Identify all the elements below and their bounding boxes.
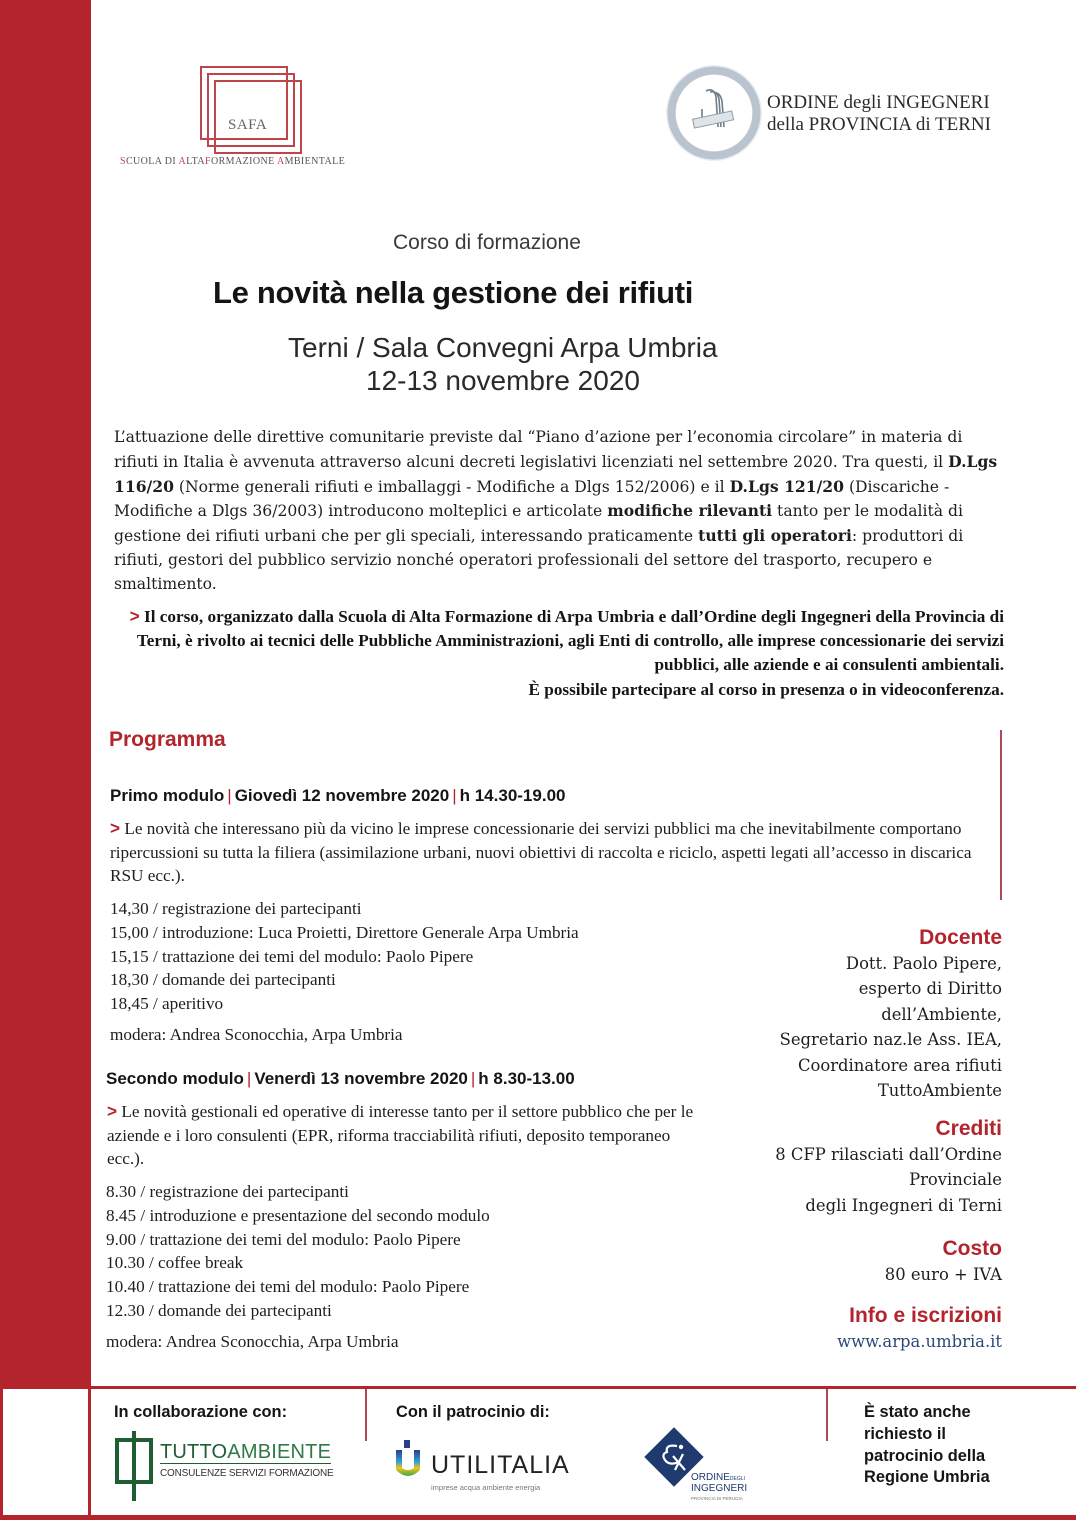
course-dates: 12-13 novembre 2020 — [366, 365, 640, 396]
utilitalia-mark-icon — [395, 1440, 421, 1480]
module-2-header: Secondo modulo | Venerdì 13 novembre 2020 | h 8.30-13.00 — [106, 1069, 575, 1088]
footer-divider — [826, 1389, 828, 1441]
schedule-item: 18,45 / aperitivo — [110, 994, 224, 1014]
module-1-description: > Le novità che interessano più da vicino le imprese concessionarie dei servizi pubblici ma che inevitabilmente comportano ripercussioni su tutta la filiera (assimilazione urbani, nuovi obiettivi di raccolta e riciclo, aspetti legati all’accesso in discarica RSU ecc.). — [110, 818, 972, 886]
schedule-item: 10.40 / trattazione dei temi del modulo: Paolo Pipere — [106, 1277, 470, 1297]
schedule-item: 9.00 / trattazione dei temi del modulo: Paolo Pipere — [106, 1229, 461, 1249]
footer-left-box — [0, 1389, 91, 1515]
tuttoambiente-mark-icon — [114, 1431, 154, 1501]
schedule-item: 15,15 / trattazione dei temi del modulo: Paolo Pipere — [110, 946, 474, 966]
schedule-item: 12.30 / domande dei partecipanti — [106, 1300, 332, 1320]
audience-paragraph: > Il corso, organizzato dalla Scuola di Alta Formazione di Arpa Umbria e dall’Ordine degli Ingegneri della Provincia di Terni, è rivolto ai tecnici delle Pubbliche Amministrazioni, agli Enti di controllo, alle imprese concessionarie dei servizi pubblici, alle aziende e ai consulenti ambientali. È possibile partecipare al corso in presenza o in videoconferenza. — [129, 606, 1004, 699]
safa-mark-text: SAFA — [228, 117, 268, 133]
schedule-item: 8.45 / introduzione e presentazione del secondo modulo — [106, 1205, 490, 1225]
crediti-block: Crediti 8 CFP rilasciati dall’Ordine Provinciale degli Ingegneri di Terni — [775, 1117, 1002, 1215]
schedule-item: 15,00 / introduzione: Luca Proietti, Direttore Generale Arpa Umbria — [110, 922, 579, 942]
module-1-header: Primo modulo | Giovedì 12 novembre 2020 | h 14.30-19.00 — [110, 786, 566, 805]
patronage-label: Con il patrocinio di: — [396, 1403, 550, 1421]
crediti-heading: Crediti — [935, 1117, 1002, 1140]
ordine-ingegneri-terni-logo — [666, 65, 1026, 165]
info-heading: Info e iscrizioni — [849, 1304, 1002, 1327]
program-heading: Programma — [109, 728, 226, 751]
schedule-item: 18,30 / domande dei partecipanti — [110, 970, 336, 990]
docente-heading: Docente — [919, 926, 1002, 949]
course-title: Le novità nella gestione dei rifiuti — [213, 275, 694, 310]
module-2-schedule — [106, 1180, 490, 1323]
costo-heading: Costo — [942, 1237, 1002, 1260]
footer-divider — [365, 1389, 367, 1441]
module-1-moderator: modera: Andrea Sconocchia, Arpa Umbria — [110, 1025, 403, 1044]
tuttoambiente-logo: TUTTOAMBIENTE CONSULENZE SERVIZI FORMAZIONE — [114, 1431, 334, 1501]
footer-top-border — [0, 1386, 1076, 1389]
chevron-right-icon: > — [107, 1101, 118, 1121]
schedule-item: 8.30 / registrazione dei partecipanti — [106, 1182, 349, 1201]
schedule-item: 14,30 / registrazione dei partecipanti — [110, 899, 362, 918]
ordine-terni-name: ORDINE degli INGEGNERI della PROVINCIA di TERNI — [767, 92, 991, 135]
module-1-schedule — [110, 897, 579, 1016]
left-accent-bar — [0, 0, 91, 1386]
module-2-description: > Le novità gestionali ed operative di interesse tanto per il settore pubblico che per le aziende e i loro consulenti (EPR, riforma tracciabilità rifiuti, deposito temporaneo ecc.). — [107, 1101, 694, 1169]
ordine-ingegneri-perugia-logo: ORDINEDEGLI INGEGNERI PROVINCIA DI PERUGIA — [645, 1430, 765, 1505]
docente-block: Docente Dott. Paolo Pipere, esperto di Diritto dell’Ambiente, Segretario naz.le Ass. IEA, Coordinatore area rifiuti TuttoAmbiente — [779, 926, 1002, 1101]
website-link[interactable]: www.arpa.umbria.it — [837, 1332, 1002, 1351]
ordine-seal-icon — [666, 65, 762, 161]
seal-emblem-icon — [666, 65, 762, 161]
chevron-right-icon: > — [129, 606, 140, 626]
safa-subtitle: SCUOLA DI ALTAFORMAZIONE AMBIENTALE — [120, 156, 346, 167]
footer-bottom-border — [0, 1515, 1076, 1520]
intro-paragraph: L’attuazione delle direttive comunitarie previste dal “Piano d’azione per l’economia circolare” in materia di rifiuti in Italia è avvenuta attraverso alcuni decreti legislativi licenziati nel settembre 2020. Tra questi, il D.Lgs 116/20 (Norme generali rifiuti e imballaggi - Modifiche a Dlgs 152/2006) e il D.Lgs 121/20 (Discariche - Modifiche a Dlgs 36/2003) introducono molteplici e articolate modifiche rilevanti tanto per le modalità di gestione dei rifiuti urbani che per gli speciali, interessando praticamente tutti gli operatori: produttori di rifiuti, gestori del pubblico servizio nonché operatori professionali del settore del trasporto, recupero e smaltimento. — [114, 428, 998, 593]
course-venue: Terni / Sala Convegni Arpa Umbria — [288, 332, 718, 363]
regione-patronage-note: È stato anche richiesto il patrocinio della Regione Umbria — [864, 1403, 990, 1487]
ordine-glyph-icon — [659, 1440, 689, 1476]
costo-block: Costo 80 euro + IVA — [884, 1237, 1002, 1284]
chevron-right-icon: > — [110, 818, 121, 838]
schedule-item: 10.30 / coffee break — [106, 1253, 244, 1273]
info-block — [837, 1303, 1002, 1355]
utilitalia-logo: UTILITALIA imprese acqua ambiente energia — [395, 1440, 595, 1495]
vertical-divider — [1000, 730, 1002, 900]
collaboration-label: In collaborazione con: — [114, 1403, 288, 1421]
module-2-moderator: modera: Andrea Sconocchia, Arpa Umbria — [106, 1332, 399, 1351]
